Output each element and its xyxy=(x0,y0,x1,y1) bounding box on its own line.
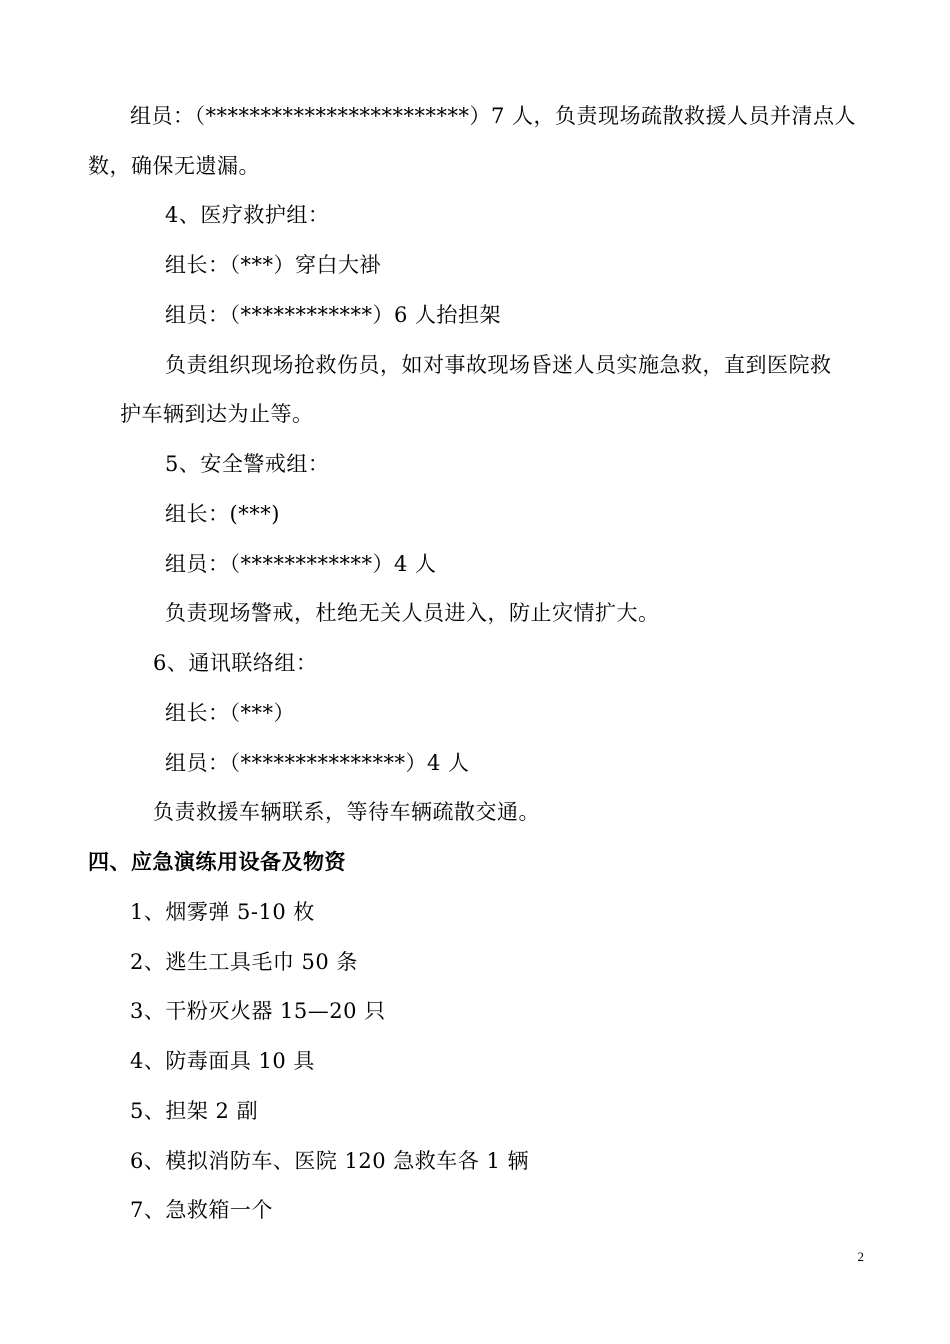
text-line-security-leader: 组长：(***) xyxy=(165,502,280,526)
text-line-security-duty: 负责现场警戒，杜绝无关人员进入，防止灾情扩大。 xyxy=(165,601,660,625)
section-heading-equipment: 四、应急演练用设备及物资 xyxy=(88,849,346,874)
text-line-medical-duty: 负责组织现场抢救伤员，如对事故现场昏迷人员实施急救，直到医院救 xyxy=(165,353,832,377)
text-line-communication-members: 组员：（***************）4 人 xyxy=(165,751,470,775)
list-item-towels: 2、逃生工具毛巾 50 条 xyxy=(130,950,358,974)
list-item-smoke-bombs: 1、烟雾弹 5-10 枚 xyxy=(130,900,315,924)
section-security-guard: 5、安全警戒组： xyxy=(165,452,330,476)
page-number: 2 xyxy=(857,1249,864,1264)
list-item-vehicles: 6、模拟消防车、医院 120 急救车各 1 辆 xyxy=(130,1149,530,1173)
text-line-members-evacuation: 组员：（************************）7 人，负责现场疏散救援人员并清点人 xyxy=(130,104,857,128)
list-item-stretchers: 5、担架 2 副 xyxy=(130,1099,259,1123)
list-item-gas-masks: 4、防毒面具 10 具 xyxy=(130,1049,315,1073)
list-item-extinguishers: 3、干粉灭火器 15—20 只 xyxy=(130,999,386,1023)
section-communication: 6、通讯联络组： xyxy=(153,651,318,675)
text-line-members-evacuation-cont: 数，确保无遗漏。 xyxy=(88,154,260,178)
text-line-medical-leader: 组长：（***）穿白大褂 xyxy=(165,253,381,277)
text-line-communication-leader: 组长：（***） xyxy=(165,701,295,725)
text-line-medical-members: 组员：（************）6 人抬担架 xyxy=(165,303,502,327)
section-medical-rescue: 4、医疗救护组： xyxy=(165,203,330,227)
text-line-security-members: 组员：（************）4 人 xyxy=(165,552,437,576)
text-line-medical-duty-cont: 护车辆到达为止等。 xyxy=(120,402,314,426)
list-item-first-aid-kit: 7、急救箱一个 xyxy=(130,1198,273,1222)
text-line-communication-duty: 负责救援车辆联系，等待车辆疏散交通。 xyxy=(153,800,540,824)
